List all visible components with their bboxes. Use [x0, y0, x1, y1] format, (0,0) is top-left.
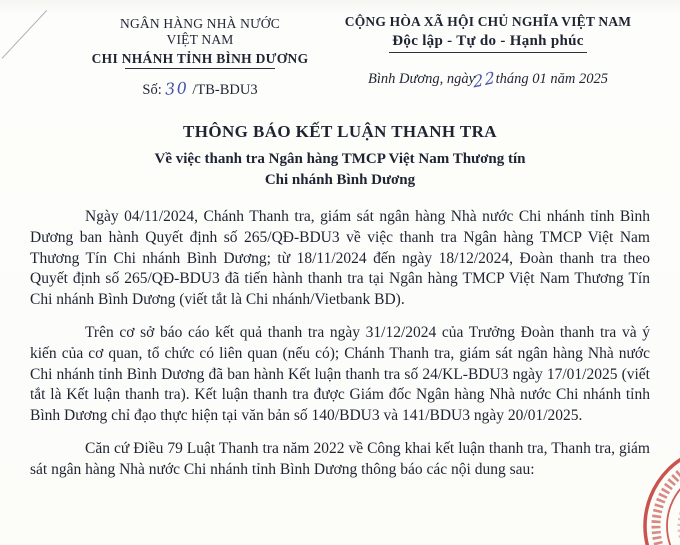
branch-underline — [125, 68, 275, 69]
org-name-line1: NGÂN HÀNG NHÀ NƯỚC — [120, 16, 280, 31]
title-block — [0, 122, 680, 190]
document-title: THÔNG BÁO KẾT LUẬN THANH TRA — [183, 122, 497, 141]
dateline-prefix: Bình Dương, ngày — [367, 71, 476, 87]
paragraph: Căn cứ Điều 79 Luật Thanh tra năm 2022 về Công khai kết luận thanh tra, Thanh tra, giám sát ngân hàng Nhà nước Chi nhánh tỉnh Bình Dương thông báo các nội dung sau: — [30, 440, 650, 479]
document-subtitle — [0, 149, 680, 190]
dateline — [330, 67, 646, 92]
national-motto: Độc lập - Tự do - Hạnh phúc — [389, 33, 586, 53]
official-red-seal-icon — [640, 441, 680, 545]
document-header — [0, 0, 680, 108]
subtitle-line1: Về việc thanh tra Ngân hàng TMCP Việt Nam Thương tín — [154, 151, 526, 167]
paragraph: Ngày 04/11/2024, Chánh Thanh tra, giám sát ngân hàng Nhà nước Chi nhánh tỉnh Bình Dương ban hành Quyết định số 265/QĐ-BDU3 về việc thanh tra Ngân hàng TMCP Việt Nam Thương Tín Chi nhánh Bình Dương; từ 18/11/2024 đến ngày 18/12/2024, Đoàn thanh tra theo Quyết định số 265/QĐ-BDU3 đã tiến hành thanh tra tại Ngân hàng TMCP Việt Nam Thương Tín Chi nhánh Bình Dương (viết tắt là Chi nhánh/Vietbank BD). — [30, 208, 650, 308]
dateline-suffix: tháng 01 năm 2025 — [495, 71, 609, 87]
national-header-block — [330, 14, 646, 92]
branch-name: CHI NHÁNH TỈNH BÌNH DƯƠNG — [91, 50, 309, 66]
handwritten-day: 22 — [472, 67, 497, 92]
issuing-authority-block — [30, 16, 370, 99]
paragraph: Trên cơ sở báo cáo kết quả thanh tra ngày 31/12/2024 của Trưởng Đoàn thanh tra và ý kiến của cơ quan, tổ chức có liên quan (nếu có); Chánh Thanh tra, giám sát ngân hàng Nhà nước Chi nhánh tỉnh Bình Dương đã ban hành Kết luận thanh tra số 24/KL-BDU3 ngày 17/01/2025 (viết tắt là Kết luận thanh tra). Kết luận thanh tra được Giám đốc Ngân hàng Nhà nước Chi nhánh tỉnh Bình Dương chỉ đạo thực hiện tại văn bản số 140/BDU3 và 141/BDU3 ngày 20/01/2025. — [30, 324, 650, 424]
document-number-label: Số: — [142, 81, 162, 98]
national-title: CỘNG HÒA XÃ HỘI CHỦ NGHĨA VIỆT NAM — [344, 14, 632, 29]
org-name-line2: VIỆT NAM — [166, 32, 234, 48]
handwritten-document-number: 30 — [164, 78, 190, 99]
document-body — [30, 207, 650, 480]
document-number-line — [30, 79, 370, 99]
subtitle-line2: Chi nhánh Bình Dương — [264, 171, 416, 188]
document-number-suffix: /TB-BDU3 — [192, 81, 258, 98]
